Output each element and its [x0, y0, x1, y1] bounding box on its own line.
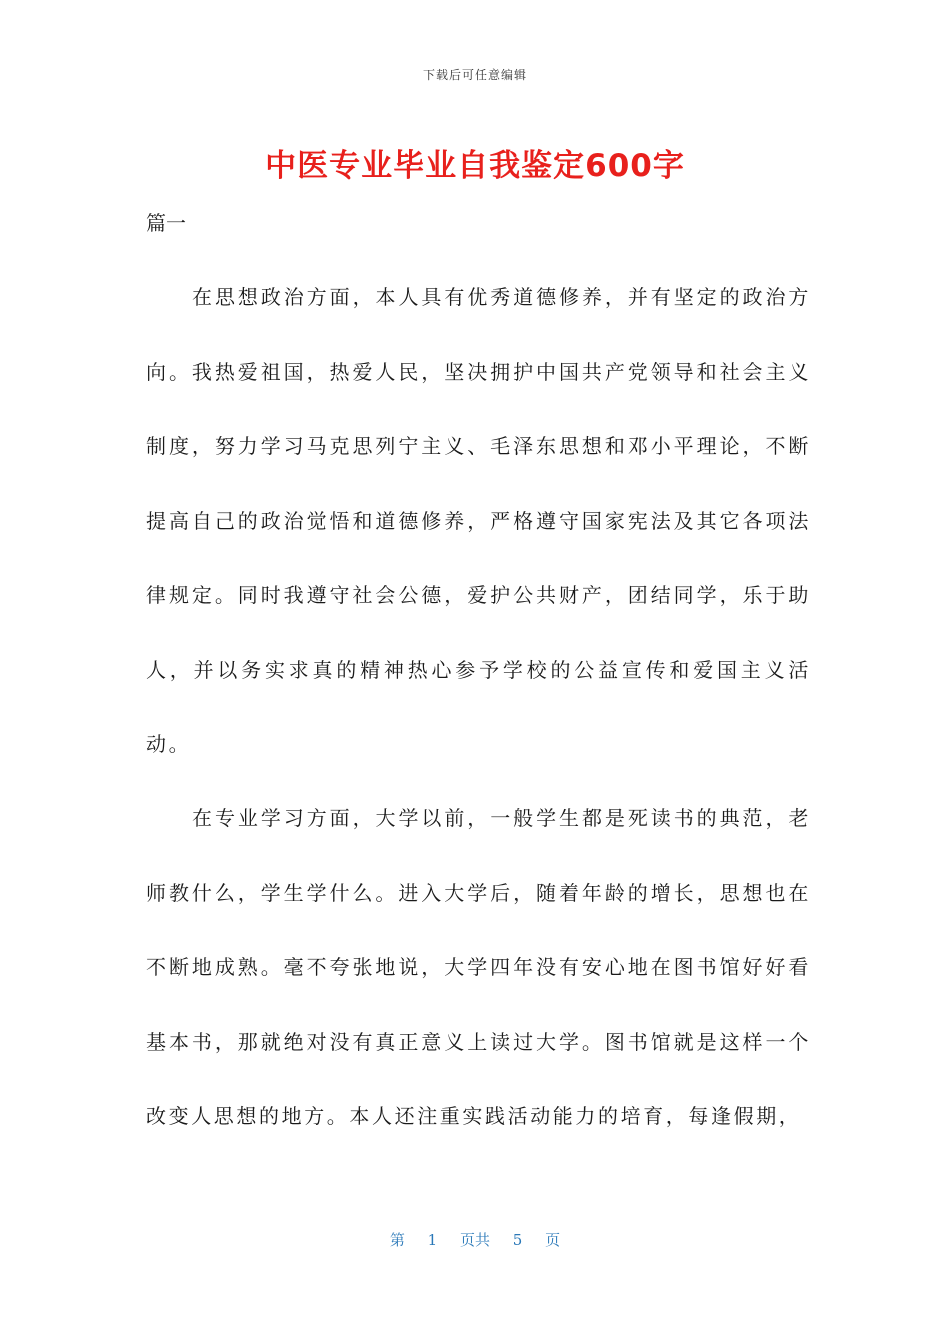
paragraph-study: 在专业学习方面，大学以前，一般学生都是死读书的典范，老师教什么，学生学什么。进入大学后，随着年龄的增长，思想也在不断地成熟。毫不夸张地说，大学四年没有安心地在图书馆好好看基本书，那就绝对没有真正意义上读过大学。图书馆就是这样一个改变人思想的地方。本人还注重实践活动能力的培育，每逢假期，	[146, 806, 811, 1128]
footer-total-pages: 5	[512, 1231, 523, 1249]
document-title: 中医专业毕业自我鉴定600字	[265, 148, 685, 184]
page-footer	[0, 1229, 950, 1250]
footer-suffix: 页	[545, 1231, 561, 1249]
header-note: 下载后可任意编辑	[422, 68, 527, 82]
footer-current-page: 1	[427, 1231, 438, 1249]
paragraph-politics: 在思想政治方面，本人具有优秀道德修养，并有坚定的政治方向。我热爱祖国，热爱人民，坚决拥护中国共产党领导和社会主义制度，努力学习马克思列宁主义、毛泽东思想和邓小平理论，不断提高自己的政治觉悟和道德修养，严格遵守国家宪法及其它各项法律规定。同时我遵守社会公德，爱护公共财产，团结同学，乐于助人，并以务实求真的精神热心参予学校的公益宣传和爱国主义活动。	[146, 285, 811, 756]
footer-middle: 页共	[459, 1231, 490, 1249]
footer-prefix: 第	[389, 1231, 405, 1249]
section-label: 篇一	[146, 211, 186, 235]
